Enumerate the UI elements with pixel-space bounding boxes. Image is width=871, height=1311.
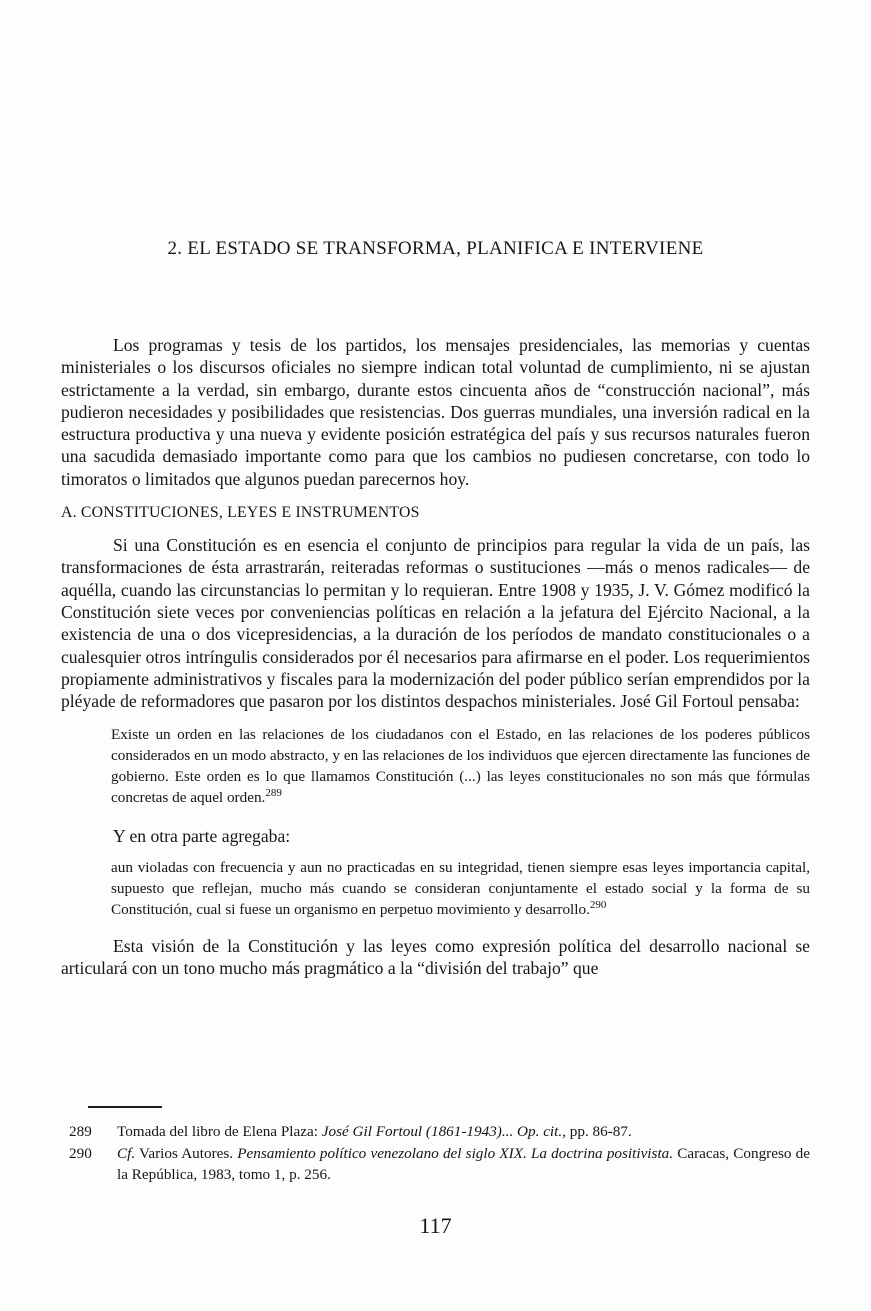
footnote-area <box>61 1106 810 1186</box>
footnote-ref-289: 289 <box>265 787 282 800</box>
page-number: 117 <box>419 1213 452 1238</box>
footnote-text-segment-italic: José Gil Fortoul (1861-1943)... Op. cit., <box>321 1123 566 1140</box>
footnote-289 <box>61 1121 810 1143</box>
footnote-text <box>117 1121 810 1143</box>
footnote-text-segment-italic: Pensamiento político venezolano del siglo XIX. La doctrina positivista. <box>237 1144 674 1162</box>
footnote-number: 290 <box>69 1144 92 1162</box>
blockquote-2 <box>111 857 810 920</box>
footnote-ref-290: 290 <box>589 898 607 911</box>
footnote-text-segment: Caracas, Congreso de la República, 1983, tomo 1, p. 256. <box>117 1144 810 1183</box>
footnote-text-segment-italic: Cf. <box>117 1144 136 1162</box>
quote-intro: Y en otra parte agregaba: <box>113 826 291 847</box>
footnote-text-segment: Tomada del libro de Elena Plaza: <box>117 1123 322 1140</box>
paragraph-3: Esta visión de la Constitución y las leyes como expresión política del desarrollo nacional se articulará con un tono mucho más pragmático a la “división del trabajo” que <box>61 935 810 979</box>
footnote-text <box>117 1143 810 1186</box>
paragraph-1: Los programas y tesis de los partidos, los mensajes presidenciales, las memorias y cuentas ministeriales o los discursos oficiales no siempre indican total voluntad de cumplimiento, ni se ajustan estrictamente a la verdad, sin embargo, durante estos cincuenta años de “construcción nacional”, más pudieron necesidades y posibilidades que resistencias. Dos guerras mundiales, una inversión radical en la estructura productiva y una nueva y evidente posición estratégica del país y sus recursos naturales fueron una sacudida demasiado importante como para que los cambios no pudiesen concretarse, con todo lo timoratos o limitados que algunos puedan parecernos hoy. <box>61 335 810 489</box>
paragraph-2: Si una Constitución es en esencia el conjunto de principios para regular la vida de un país, las transformaciones de ésta arrastrarán, reiteradas reformas o sustituciones —más o menos radicales— de aquélla, cuando las circunstancias lo permitan y lo requieran. Entre 1908 y 1935, J. V. Gómez modificó la Constitución siete veces por conveniencias políticas en relación a la jefatura del Ejército Nacional, a la existencia de una o dos vicepresidencias, a la duración de los períodos de mandato constitucionales o a cualesquier otros intríngulis considerados por él necesarios para afirmarse en el poder. Los requerimientos propiamente administrativos y fiscales para la modernización del poder público serían emprendidos por la pléyade de reformadores que pasaron por los distintos despachos ministeriales. José Gil Fortoul pensaba: <box>61 535 810 712</box>
blockquote-1-text: Existe un orden en las relaciones de los ciudadanos con el Estado, en las relaciones de los poderes públicos considerados en un modo abstracto, y en las relaciones de los individuos que ejercen directamente las funciones de gobierno. Este orden es lo que llamamos Constitución (...) las leyes constitucionales no son más que fórmulas concretas de aquel orden. <box>111 726 810 807</box>
text-column <box>61 0 810 979</box>
section-heading: A. CONSTITUCIONES, LEYES E INSTRUMENTOS <box>61 504 420 522</box>
footnote-text-segment: Varios Autores. <box>135 1144 238 1162</box>
footnote-divider <box>88 1106 162 1108</box>
chapter-title: 2. EL ESTADO SE TRANSFORMA, PLANIFICA E INTERVIENE <box>167 238 704 259</box>
footnote-number: 289 <box>69 1123 92 1140</box>
footnote-290 <box>61 1143 810 1186</box>
blockquote-1 <box>111 724 810 808</box>
footnote-text-segment: pp. 86-87. <box>565 1123 632 1140</box>
blockquote-2-text: aun violadas con frecuencia y aun no practicadas en su integridad, tienen siempre esas leyes importancia capital, supuesto que reflejan, mucho más cuando se consideran conjuntamente el estado social y la forma de su Constitución, cual si fuese un organismo en perpetuo movimiento y desarrollo. <box>111 858 810 918</box>
